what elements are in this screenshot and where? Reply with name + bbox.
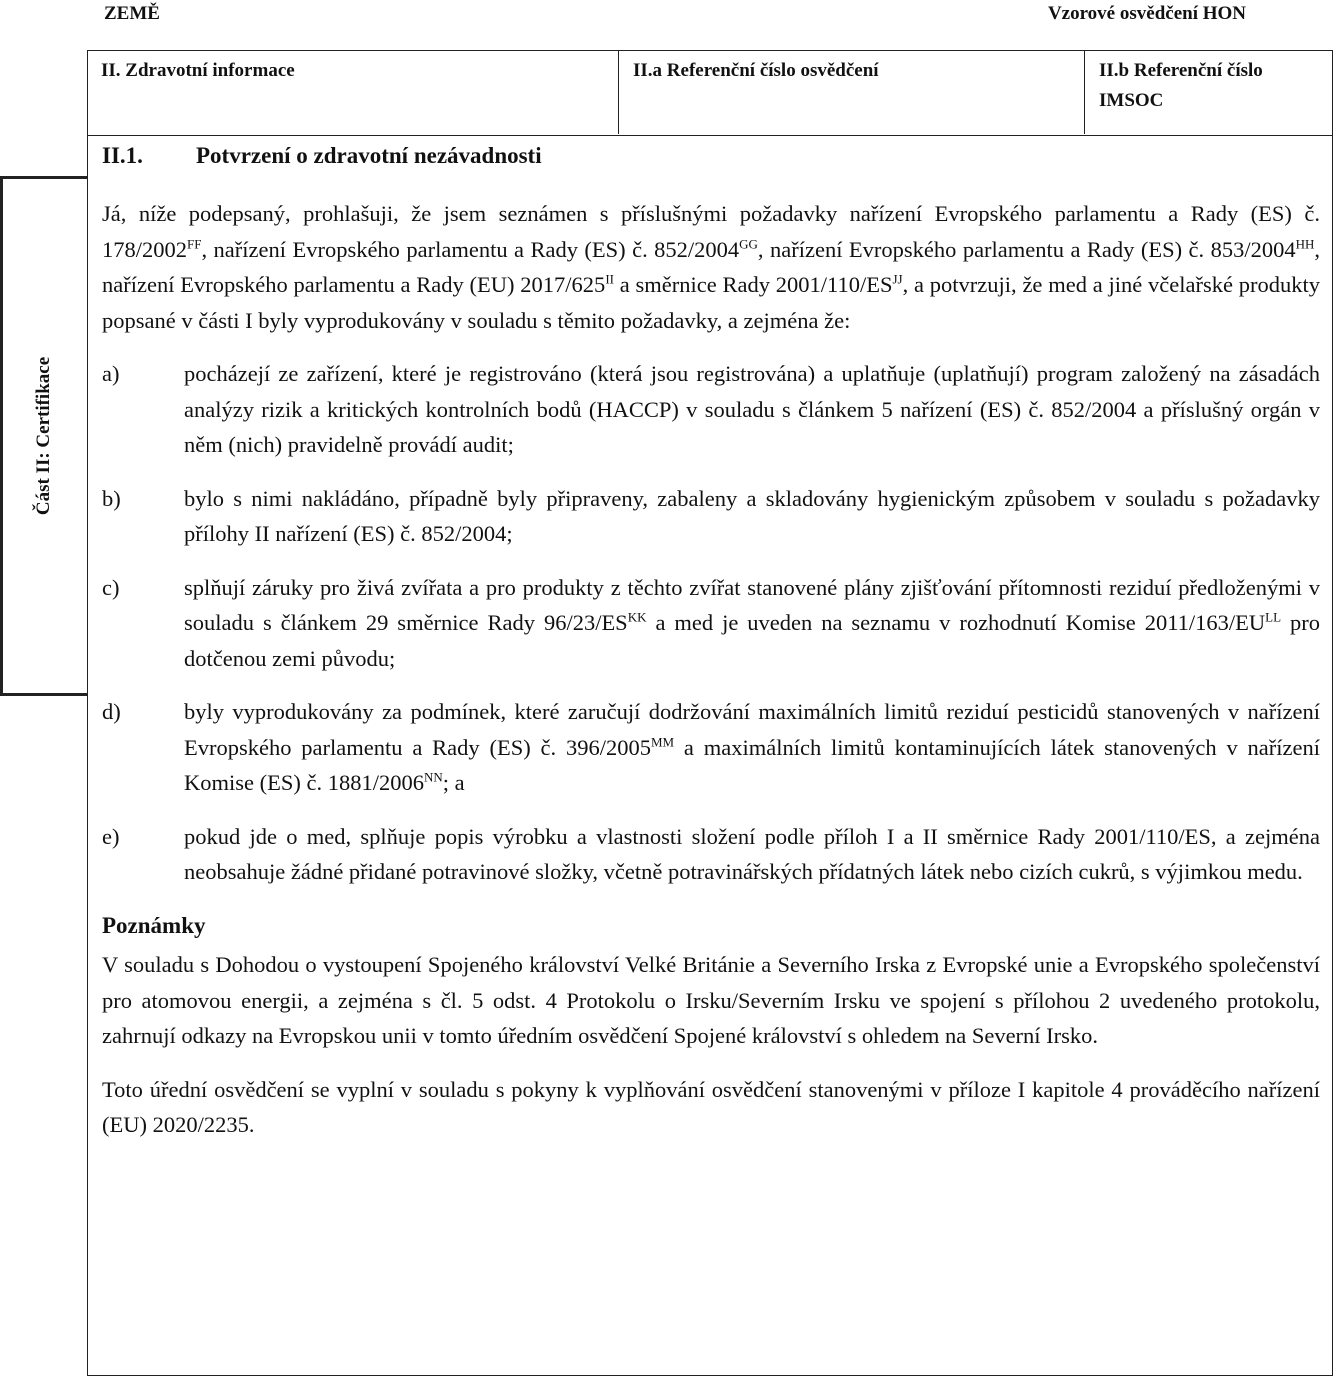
section-title: Potvrzení o zdravotní nezávadnosti: [196, 143, 542, 168]
intro-text: Já, níže podepsaný, prohlašuji, že jsem seznámen s příslušnými požadavky nařízení Evropského parlamentu a Rady (ES) č. 178/2002: [102, 201, 1320, 262]
list-item-letter: b): [102, 485, 121, 511]
footnote-ref: FF: [187, 236, 202, 251]
list-item-text: bylo s nimi nakládáno, případně byly připraveny, zabaleny a skladovány hygienickým způsobem v souladu s požadavky přílohy II nařízení (ES) č. 852/2004;: [184, 485, 1320, 546]
notes-paragraph: V souladu s Dohodou o vystoupení Spojeného království Velké Británie a Severního Irska z Evropské unie a Evropského společenství pro atomovou energii, a zejména s čl. 5 odst. 4 Protokolu o Irsku/Severním Irsku ve spojení s přílohou 2 uvedeného protokolu, zahrnují odkazy na Evropskou unii v tomto úředním osvědčení Spojené království s ohledem na Severní Irsko.: [102, 952, 1320, 1048]
list-item-letter: c): [102, 574, 120, 600]
intro-text: , nařízení Evropského parlamentu a Rady (EU) 2017/625: [102, 236, 1320, 297]
list-item: [102, 694, 1320, 801]
imsoc-reference-label-line2: IMSOC: [1099, 90, 1164, 111]
intro-text: , a potvrzuji, že med a jiné včelařské produkty popsané v části I byly vyprodukovány v souladu s těmito požadavky, a zejména že:: [102, 272, 1320, 333]
notes-heading: Poznámky: [102, 912, 206, 938]
footnote-ref: LL: [1265, 609, 1282, 625]
intro-text: , nařízení Evropského parlamentu a Rady (ES) č. 853/2004: [757, 236, 1296, 262]
certificate-model-header: Vzorové osvědčení HON: [1047, 3, 1246, 24]
country-header: ZEMĚ: [104, 3, 160, 24]
footnote-ref: KK: [627, 609, 647, 625]
list-item-text: [184, 570, 1320, 677]
certificate-reference-label: II.a Referenční číslo osvědčení: [633, 60, 879, 81]
section-number: II.1.: [102, 143, 143, 168]
list-item-text: [184, 694, 1320, 801]
intro-text: a směrnice Rady 2001/110/ES: [613, 272, 893, 297]
list-item-text: pocházejí ze zařízení, které je registrováno (která jsou registrována) a uplatňuje (uplatňují) program založený na zásadách analýzy rizik a kritických kontrolních bodů (HACCP) v souladu s článkem 5 nařízení (ES) č. 852/2004 a příslušný orgán v něm (nich) pravidelně provádí audit;: [184, 361, 1320, 457]
list-item-letter: a): [102, 361, 120, 386]
list-item: [102, 570, 1320, 677]
footnote-ref: MM: [650, 734, 675, 749]
footnote-ref: HH: [1295, 236, 1315, 251]
list-item-text: pokud jde o med, splňuje popis výrobku a vlastnosti složení podle příloh I a II směrnice Rady 2001/110/ES, a zejména neobsahuje žádné přidané potravinové složky, včetně potravinářských přídatných látek nebo cizích cukrů, s výjimkou medu.: [184, 823, 1320, 884]
list-item-text-part: pro dotčenou zemi původu;: [184, 610, 1320, 671]
imsoc-reference-label-line1: II.b Referenční číslo: [1099, 60, 1263, 81]
list-item-text-part: byly vyprodukovány za podmínek, které zaručují dodržování maximálních limitů reziduí pesticidů stanovených v nařízení Evropského parlamentu a Rady (ES) č. 396/2005: [184, 699, 1320, 760]
footnote-ref: JJ: [892, 271, 903, 287]
certificate-reference-cell: [618, 50, 1084, 134]
reference-table: [87, 50, 1333, 136]
certificate-content: [102, 138, 1320, 1161]
list-item-letter: e): [102, 823, 120, 849]
list-item-text-part: splňují záruky pro živá zvířata a pro produkty z těchto zvířat stanovené plány zjišťování přítomnosti reziduí předloženými v souladu s článkem 29 směrnice Rady 96/23/ES: [184, 574, 1320, 635]
footnote-ref: II: [605, 271, 614, 287]
list-item: [102, 819, 1320, 890]
imsoc-reference-cell: [1084, 50, 1332, 134]
section-heading: [102, 138, 1320, 174]
footnote-ref: GG: [739, 236, 758, 251]
list-item: [102, 481, 1320, 552]
list-item-text-part: a med je uveden na seznamu v rozhodnutí Komise 2011/163/EU: [646, 610, 1266, 635]
list-item-text-part: ; a: [442, 770, 465, 795]
part-sidebar-label: Část II: Certifikace: [33, 356, 54, 516]
notes-paragraph: Toto úřední osvědčení se vyplní v souladu s pokyny k vyplňování osvědčení stanovenými v příloze I kapitole 4 prováděcího nařízení (EU) 2020/2235.: [102, 1076, 1320, 1137]
health-info-cell: II. Zdravotní informace: [101, 60, 295, 81]
list-item: [102, 356, 1320, 463]
list-item-text-part: a maximálních limitů kontaminujících látek stanovených v nařízení Komise (ES) č. 1881/2006: [184, 734, 1320, 795]
footnote-ref: NN: [423, 769, 443, 785]
intro-text: , nařízení Evropského parlamentu a Rady (ES) č. 852/2004: [201, 236, 740, 262]
intro-paragraph: [102, 196, 1320, 338]
list-item-letter: d): [102, 699, 121, 724]
